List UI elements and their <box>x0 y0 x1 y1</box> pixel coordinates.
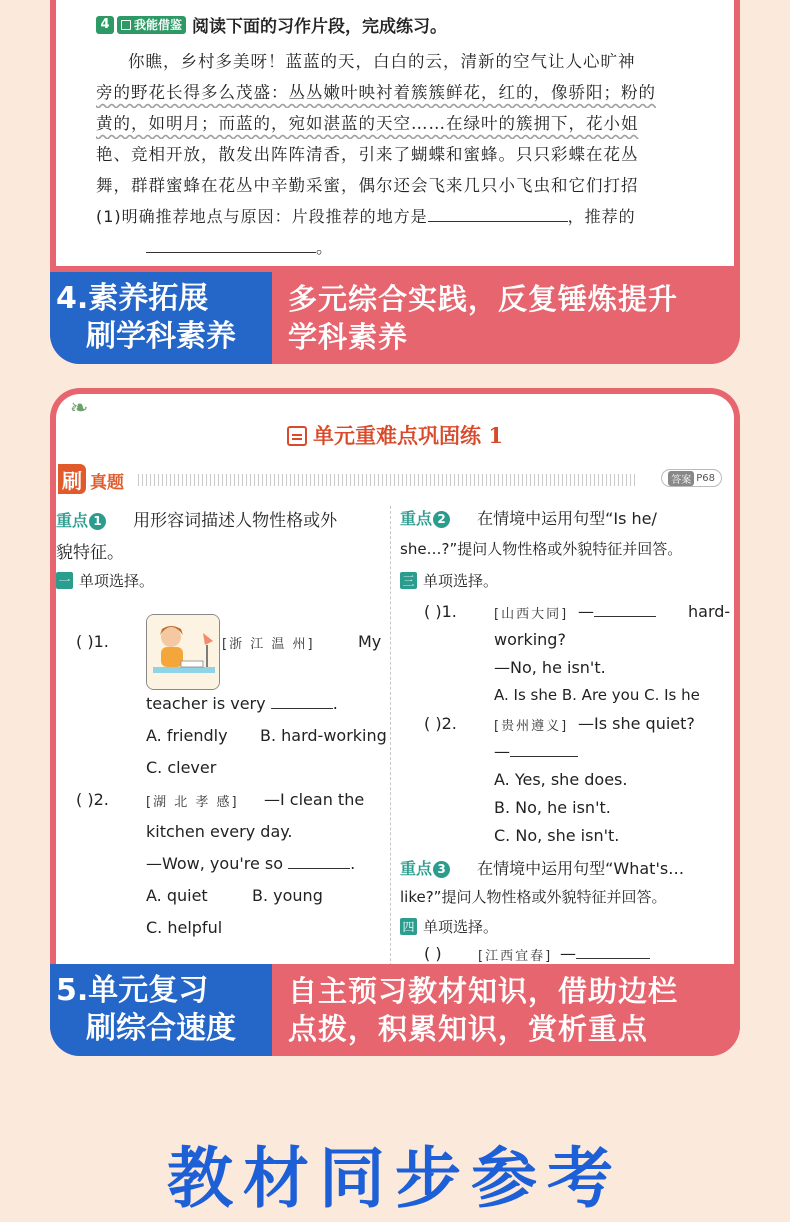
question-3-label: ( ) <box>424 944 442 963</box>
leaf-decoration-icon: ❧ <box>70 396 89 421</box>
question-2-text-cont: kitchen every day. <box>146 822 293 841</box>
list-icon <box>287 426 307 446</box>
question-1-region: [山西大同] <box>494 607 569 622</box>
key-point-1: 重点 1 用形容词描述人物性格或外 <box>56 511 338 531</box>
option-b: B. hard-working <box>260 726 387 745</box>
option-b: B. No, he isn't. <box>494 798 611 817</box>
question-1-text-cont: teacher is very . <box>146 694 338 713</box>
option-a: A. friendly <box>146 726 228 745</box>
page-title: 教材同步参考 <box>167 1140 623 1217</box>
section-header <box>56 464 734 494</box>
question-1-text-cont: working? <box>494 630 566 649</box>
question-2-answer: — <box>494 742 578 761</box>
sub-question-continued: 。 <box>96 232 740 263</box>
question-tag: 我能借鉴 <box>117 16 186 34</box>
excerpt-card-literacy <box>50 0 740 364</box>
answer-blank[interactable] <box>288 868 350 869</box>
question-1-response: —No, he isn't. <box>494 658 606 677</box>
hatch-divider <box>138 474 638 486</box>
question-header <box>96 12 447 37</box>
question-2-region: [贵州遵义] <box>494 719 569 734</box>
question-1-region: [浙 江 温 州] <box>222 637 315 652</box>
worksheet-paper <box>56 394 734 970</box>
answer-blank[interactable] <box>428 221 568 222</box>
question-1-answer: — <box>578 602 656 621</box>
option-c: C. No, she isn't. <box>494 826 620 845</box>
option-c: C. helpful <box>146 918 223 937</box>
key-point-2-cont: she…?”提问人物性格或外貌特征并回答。 <box>400 540 683 558</box>
section-heading: 一 单项选择。 <box>56 570 154 591</box>
question-3-region: [江西宜春] <box>478 949 553 964</box>
answer-blank[interactable] <box>594 616 656 617</box>
question-1-text: My <box>358 632 382 651</box>
excerpt-card-unit-review <box>50 388 740 1056</box>
question-2-response: —Wow, you're so . <box>146 854 356 873</box>
key-point-3-cont: like?”提问人物性格或外貌特征并回答。 <box>400 888 667 906</box>
question-instruction: 阅读下面的习作片段，完成练习。 <box>192 17 448 37</box>
answer-blank[interactable] <box>271 708 333 709</box>
section-heading: 四 单项选择。 <box>400 916 498 937</box>
option-c: C. clever <box>146 758 217 777</box>
feature-banner-5 <box>50 964 740 1056</box>
key-point-2: 重点 2 在情境中运用句型“Is he/ <box>400 509 657 528</box>
banner-description: 多元综合实践，反复锤炼提升 学科素养 <box>272 272 740 364</box>
worksheet-paper <box>56 0 734 266</box>
shua-badge: 刷 <box>58 464 86 494</box>
question-1-options: A. Is she B. Are you C. Is he <box>494 686 700 704</box>
key-point-1-cont: 貌特征。 <box>56 543 124 563</box>
unit-title: 单元重难点巩固练 1 <box>56 420 734 450</box>
question-1-label: ( )1. <box>76 632 109 651</box>
passage-line: 旁的野花长得多么茂盛：丛丛嫩叶映衬着簇簇鲜花，红的，像骄阳；粉的 <box>96 83 656 102</box>
question-2-label: ( )2. <box>76 790 109 809</box>
book-icon <box>121 20 131 30</box>
question-1-label: ( )1. <box>424 602 457 621</box>
sub-question: (1)明确推荐地点与原因：片段推荐的地方是 ，推荐的 <box>96 207 636 226</box>
question-2-text: —Is she quiet? <box>578 714 695 733</box>
option-b: B. young <box>252 886 323 905</box>
section-heading: 三 单项选择。 <box>400 570 498 591</box>
column-divider <box>390 506 391 966</box>
option-a: A. quiet <box>146 886 208 905</box>
answer-page-tag: 答案 P68 <box>661 469 722 487</box>
passage-line: 黄的，如明月；而蓝的，宛如湛蓝的天空……在绿叶的簇拥下，花小姐 <box>96 114 639 133</box>
question-number: 4 <box>96 16 114 34</box>
key-point-3: 重点 3 在情境中运用句型“What's… <box>400 859 685 878</box>
option-a: A. Yes, she does. <box>494 770 628 789</box>
answer-blank[interactable] <box>510 756 578 757</box>
passage-line: 你瞧，乡村多美呀！蓝蓝的天，白白的云，清新的空气让人心旷神 <box>128 52 636 71</box>
banner-description: 自主预习教材知识，借助边栏 点拨，积累知识，赏析重点 <box>272 964 740 1056</box>
answer-blank[interactable] <box>146 252 316 253</box>
banner-title: 4.素养拓展 刷学科素养 <box>50 272 272 364</box>
section-label: 真题 <box>90 473 124 493</box>
banner-title: 5.单元复习 刷综合速度 <box>50 964 272 1056</box>
passage-line: 艳、竞相开放，散发出阵阵清香，引来了蝴蝶和蜜蜂。只只彩蝶在花丛 <box>96 145 639 164</box>
girl-studying-illustration <box>146 614 220 690</box>
question-2-region: [湖 北 孝 感] <box>146 795 239 810</box>
passage-line: 舞，群群蜜蜂在花丛中辛勤采蜜，偶尔还会飞来几只小飞虫和它们打招 <box>96 176 639 195</box>
question-2-label: ( )2. <box>424 714 457 733</box>
feature-banner-4 <box>50 272 740 364</box>
answer-blank[interactable] <box>576 958 650 959</box>
question-2-text: —I clean the <box>264 790 365 809</box>
reading-passage <box>96 46 740 263</box>
question-3-answer: — <box>560 944 650 963</box>
question-1-tail: hard- <box>688 602 731 621</box>
